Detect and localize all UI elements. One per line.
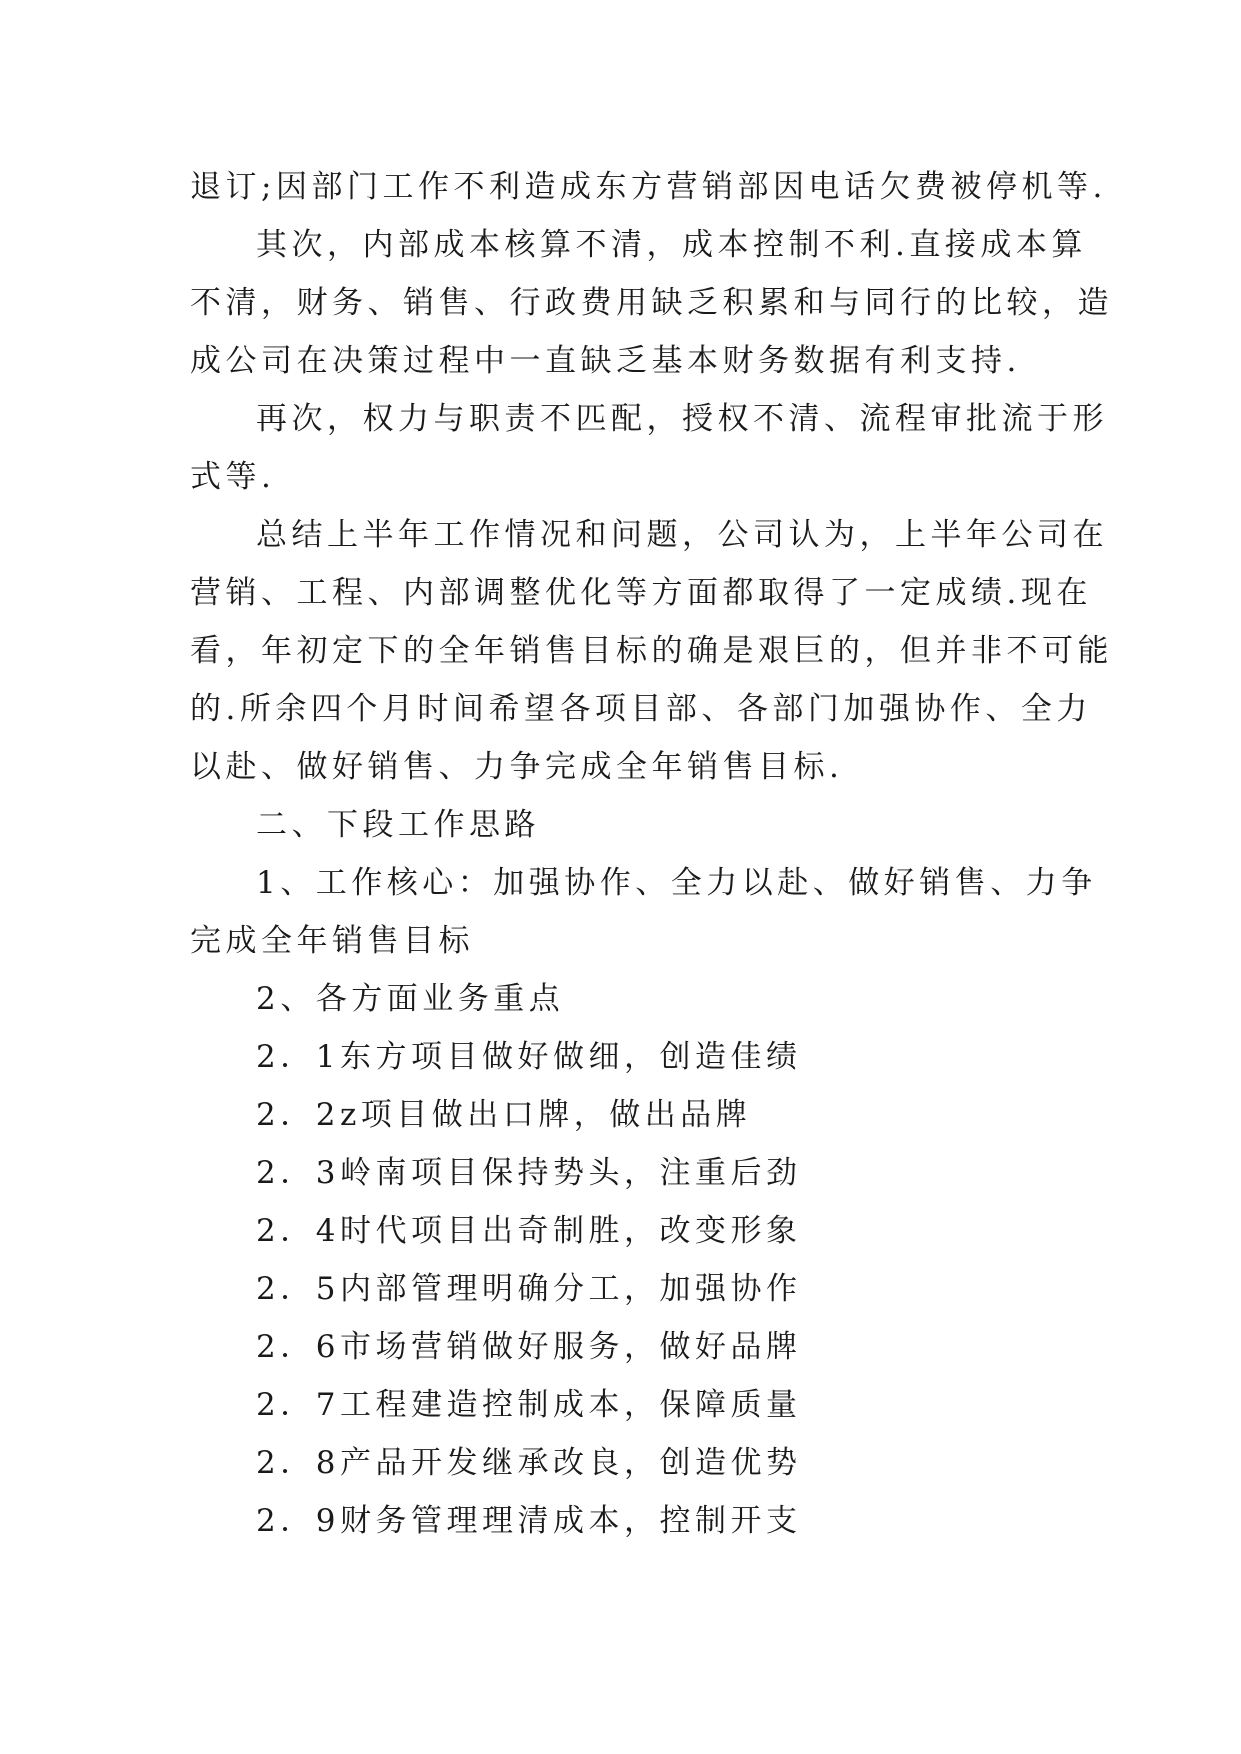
text-line: 式等.: [190, 459, 276, 495]
text-line: 退订;因部门工作不利造成东方营销部因电话欠费被停机等.: [190, 169, 1107, 205]
paragraph-start: 其次，内部成本核算不清，成本控制不利.直接成本算: [256, 227, 1087, 263]
list-item: 2．9财务管理理清成本，控制开支: [256, 1503, 802, 1539]
text-line: 的.所余四个月时间希望各项目部、各部门加强协作、全力: [190, 691, 1092, 727]
list-item: 2．5内部管理明确分工，加强协作: [256, 1271, 802, 1307]
text-line: 以赴、做好销售、力争完成全年销售目标.: [190, 749, 844, 785]
list-item: 2．1东方项目做好做细，创造佳绩: [256, 1039, 802, 1075]
text-line: 营销、工程、内部调整优化等方面都取得了一定成绩.现在: [190, 575, 1092, 611]
text-line: 成公司在决策过程中一直缺乏基本财务数据有利支持.: [190, 343, 1021, 379]
list-item: 2．6市场营销做好服务，做好品牌: [256, 1329, 802, 1365]
list-item: 2．8产品开发继承改良，创造优势: [256, 1445, 802, 1481]
list-item: 2．3岭南项目保持势头，注重后劲: [256, 1155, 802, 1191]
list-item: 2．7工程建造控制成本，保障质量: [256, 1387, 802, 1423]
list-item: 1、工作核心：加强协作、全力以赴、做好销售、力争: [256, 865, 1097, 901]
paragraph-start: 再次，权力与职责不匹配，授权不清、流程审批流于形: [256, 401, 1108, 437]
text-line: 看，年初定下的全年销售目标的确是艰巨的，但并非不可能: [190, 633, 1113, 669]
text-line: 完成全年销售目标: [190, 923, 474, 959]
text-line: 不清，财务、销售、行政费用缺乏积累和与同行的比较，造: [190, 285, 1113, 321]
document-body: [190, 158, 1113, 1550]
list-item: 2、各方面业务重点: [256, 981, 565, 1017]
list-item: 2．2z项目做出口牌，做出品牌: [256, 1097, 752, 1133]
paragraph-start: 总结上半年工作情况和问题，公司认为，上半年公司在: [256, 517, 1108, 553]
section-heading: 二、下段工作思路: [256, 807, 540, 843]
list-item: 2．4时代项目出奇制胜，改变形象: [256, 1213, 802, 1249]
